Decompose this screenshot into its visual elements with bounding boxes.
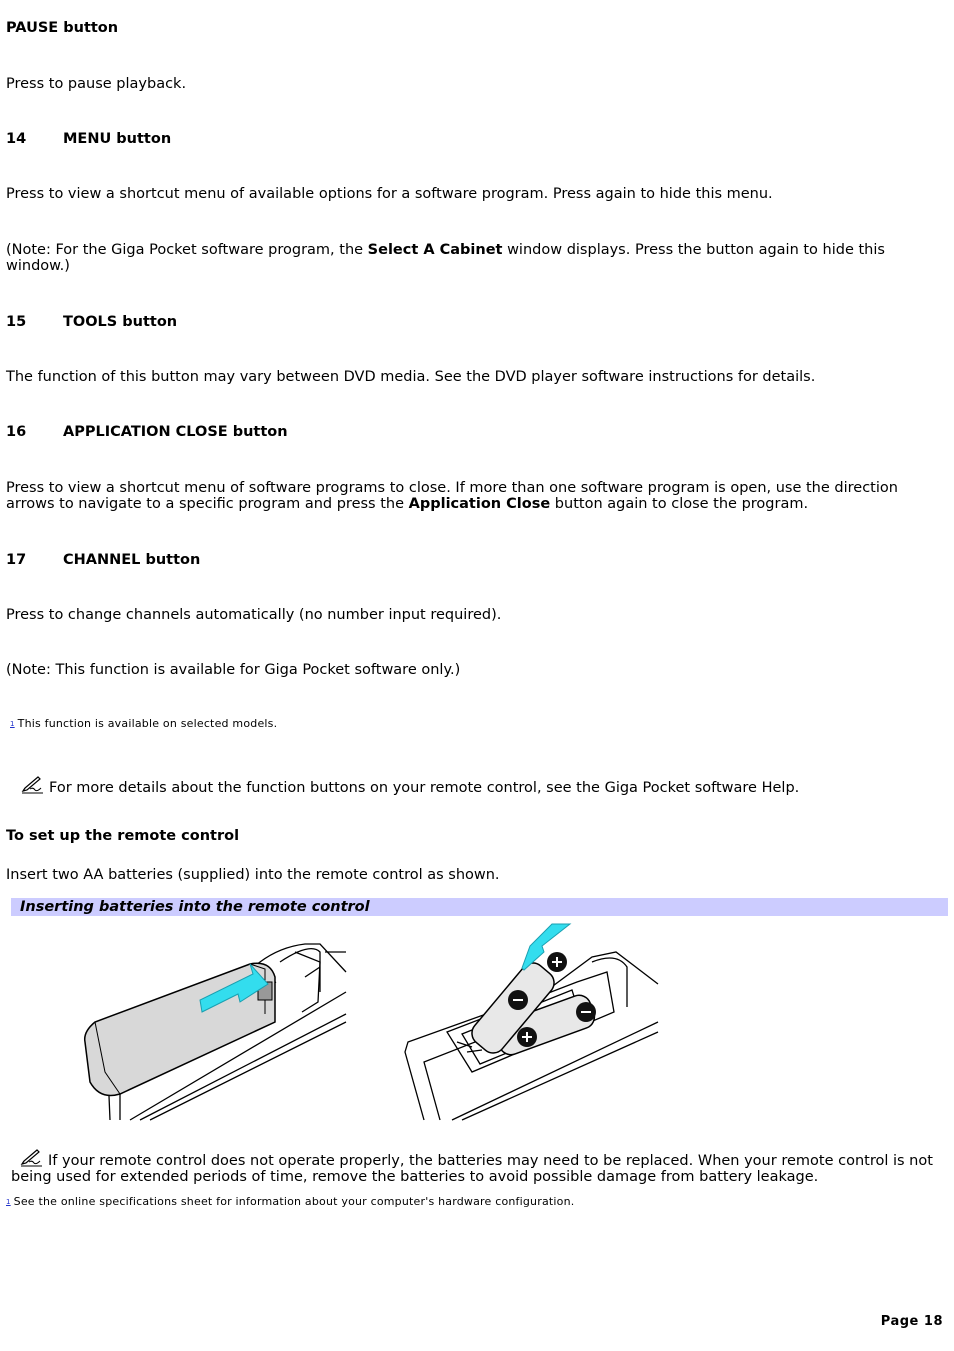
tools-heading [6,314,946,330]
appclose-desc-text-end: button again to close the program. [550,496,809,512]
tip-1-text: For more details about the function buttons on your remote control, see the Giga Pocket software Help. [49,780,800,796]
channel-title: CHANNEL button [63,552,201,568]
menu-note [6,242,946,274]
setup-instruction: Insert two AA batteries (supplied) into the remote control as shown. [6,867,500,883]
pause-title: PAUSE button [6,20,119,36]
menu-desc: Press to view a shortcut menu of available options for a software program. Press again to hide this menu. [6,186,773,202]
battery-insertion-illustration [402,922,660,1122]
menu-title: MENU button [63,131,172,147]
channel-heading [6,552,946,568]
page-number: Page 18 [880,1314,943,1329]
appclose-desc-text: Press to view a shortcut menu of software programs to close. If more than one software program is open, use the direction arrows to navigate to a specific program and press the [6,480,898,512]
appclose-desc [6,480,946,512]
appclose-heading [6,424,946,440]
footnote-1 [10,716,946,732]
pause-desc: Press to pause playback. [6,76,187,92]
figure-caption: Inserting batteries into the remote control [11,898,948,916]
setup-heading: To set up the remote control [6,828,240,844]
footnote-2 [6,1194,946,1210]
tip-2 [11,1149,946,1185]
menu-note-bold: Select A Cabinet [367,242,503,258]
footnote-ref-link[interactable]: 1 [10,720,15,728]
menu-note-text: (Note: For the Giga Pocket software program, the [6,242,368,258]
tools-desc: The function of this button may vary between DVD media. See the DVD player software instructions for details. [6,369,816,385]
remote-cover-illustration [80,922,348,1122]
channel-num: 17 [6,552,27,568]
channel-desc: Press to change channels automatically (no number input required). [6,607,502,623]
menu-num: 14 [6,131,27,147]
footnote-ref-link[interactable]: 1 [6,1198,11,1206]
appclose-num: 16 [6,424,27,440]
channel-note: (Note: This function is available for Giga Pocket software only.) [6,662,461,678]
footnote-1-text: This function is available on selected models. [17,717,278,730]
pencil-note-icon [20,1149,44,1167]
tools-num: 15 [6,314,27,330]
tools-title: TOOLS button [63,314,178,330]
pencil-note-icon [21,776,45,794]
menu-heading [6,131,946,147]
appclose-desc-bold: Application Close [408,496,551,512]
tip-2-text: If your remote control does not operate properly, the batteries may need to be replaced. When your remote control is not being used for extended periods of time, remove the batteries to avoid possible damage from battery leakage. [11,1153,933,1185]
appclose-title: APPLICATION CLOSE button [63,424,288,440]
footnote-2-text: See the online specifications sheet for information about your computer's hardware configuration. [13,1195,575,1208]
tip-1 [21,776,946,796]
menu-note-text-end: window displays. Press the button again to hide this window.) [6,242,885,274]
